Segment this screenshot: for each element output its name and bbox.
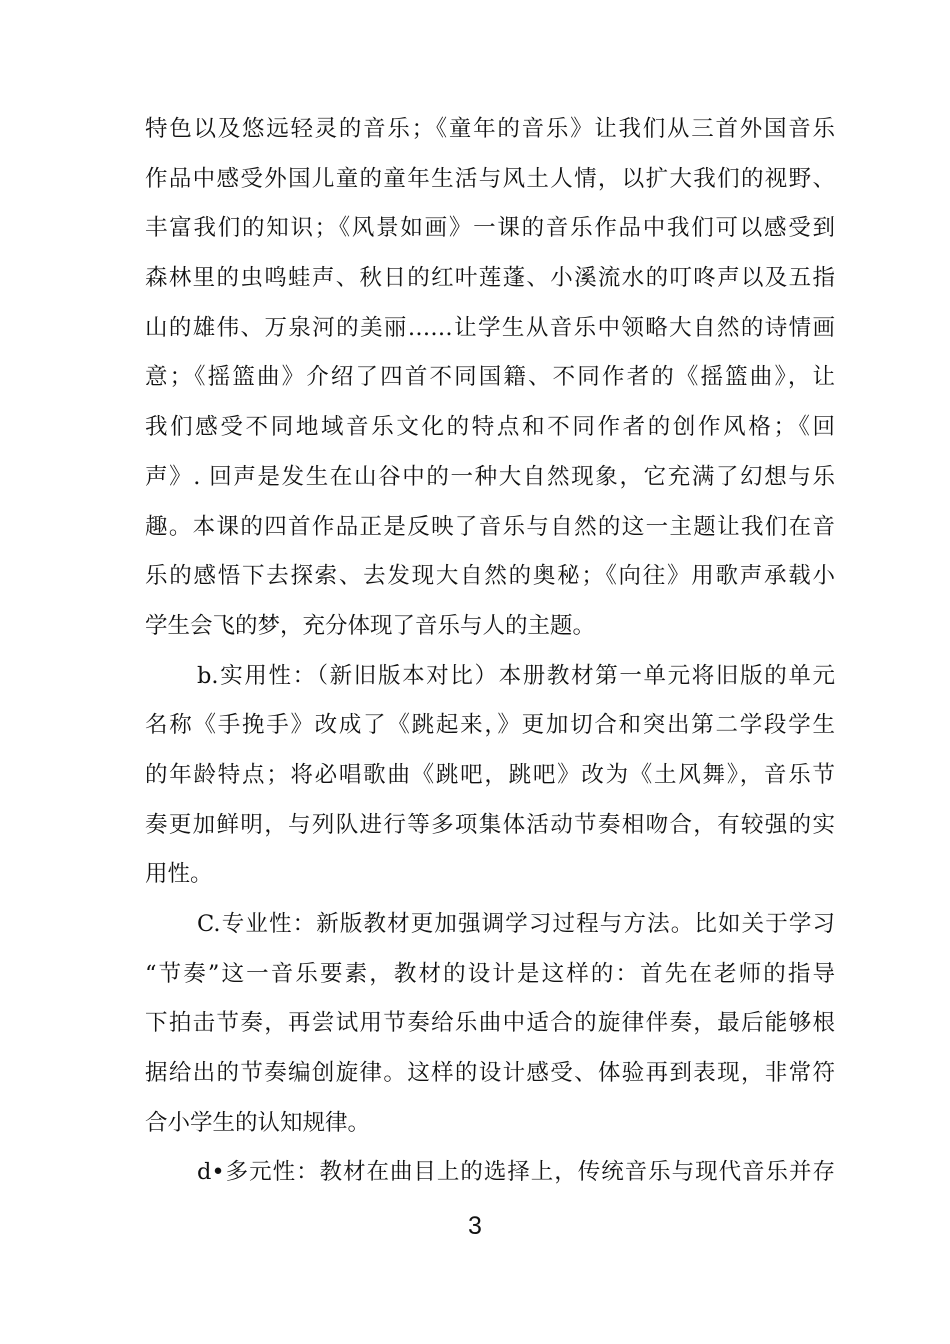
page-number: 3	[468, 1212, 482, 1240]
text-line: 下拍击节奏，再尝试用节奏给乐曲中适合的旋律伴奏，最后能够根	[145, 1010, 835, 1037]
text-line: 我们感受不同地域音乐文化的特点和不同作者的创作风格；《回	[145, 414, 835, 441]
text-line: 森林里的虫鸣蛙声、秋日的红叶莲蓬、小溪流水的叮咚声以及五指	[145, 265, 835, 292]
text-line: 据给出的节奏编创旋律。这样的设计感受、体验再到表现，非常符	[145, 1060, 835, 1087]
text-line: C.专业性：新版教材更加强调学习过程与方法。比如关于学习	[197, 911, 835, 937]
text-line: 的年龄特点；将必唱歌曲《跳吧，跳吧》改为《土风舞》，音乐节	[145, 761, 835, 788]
text-line: 奏更加鲜明，与列队进行等多项集体活动节奏相吻合，有较强的实	[145, 811, 835, 838]
text-line: 名称《手挽手》改成了《跳起来，》更加切合和突出第二学段学生	[145, 712, 835, 739]
text-line: 意；《摇篮曲》介绍了四首不同国籍、不同作者的《摇篮曲》，让	[145, 364, 835, 391]
paragraph-diversity	[145, 1148, 835, 1198]
text-line: b.实用性：（新旧版本对比）本册教材第一单元将旧版的单元	[197, 662, 835, 689]
text-line: d•多元性：教材在曲目上的选择上，传统音乐与现代音乐并存	[197, 1159, 835, 1186]
body-text	[145, 105, 835, 1198]
text-line: 声》. 回声是发生在山谷中的一种大自然现象，它充满了幻想与乐	[145, 463, 835, 490]
text-line: 合小学生的认知规律。	[145, 1109, 371, 1136]
paragraph-practicality	[145, 652, 835, 900]
text-line: “节奏”这一音乐要素，教材的设计是这样的：首先在老师的指导	[145, 960, 835, 987]
paragraph-intro	[145, 105, 835, 652]
text-line: 丰富我们的知识；《风景如画》一课的音乐作品中我们可以感受到	[145, 215, 835, 242]
paragraph-professionalism	[145, 900, 835, 1148]
text-line: 学生会飞的梦，充分体现了音乐与人的主题。	[145, 612, 596, 639]
text-line: 乐的感悟下去探索、去发现大自然的奥秘；《向往》用歌声承载小	[145, 563, 835, 590]
text-line: 趣。本课的四首作品正是反映了音乐与自然的这一主题让我们在音	[145, 513, 835, 540]
text-line: 用性。	[145, 861, 213, 888]
text-line: 山的雄伟、万泉河的美丽……让学生从音乐中领略大自然的诗情画	[145, 314, 835, 341]
text-line: 特色以及悠远轻灵的音乐；《童年的音乐》让我们从三首外国音乐	[145, 116, 835, 142]
text-line: 作品中感受外国儿童的童年生活与风土人情，以扩大我们的视野、	[145, 165, 835, 192]
